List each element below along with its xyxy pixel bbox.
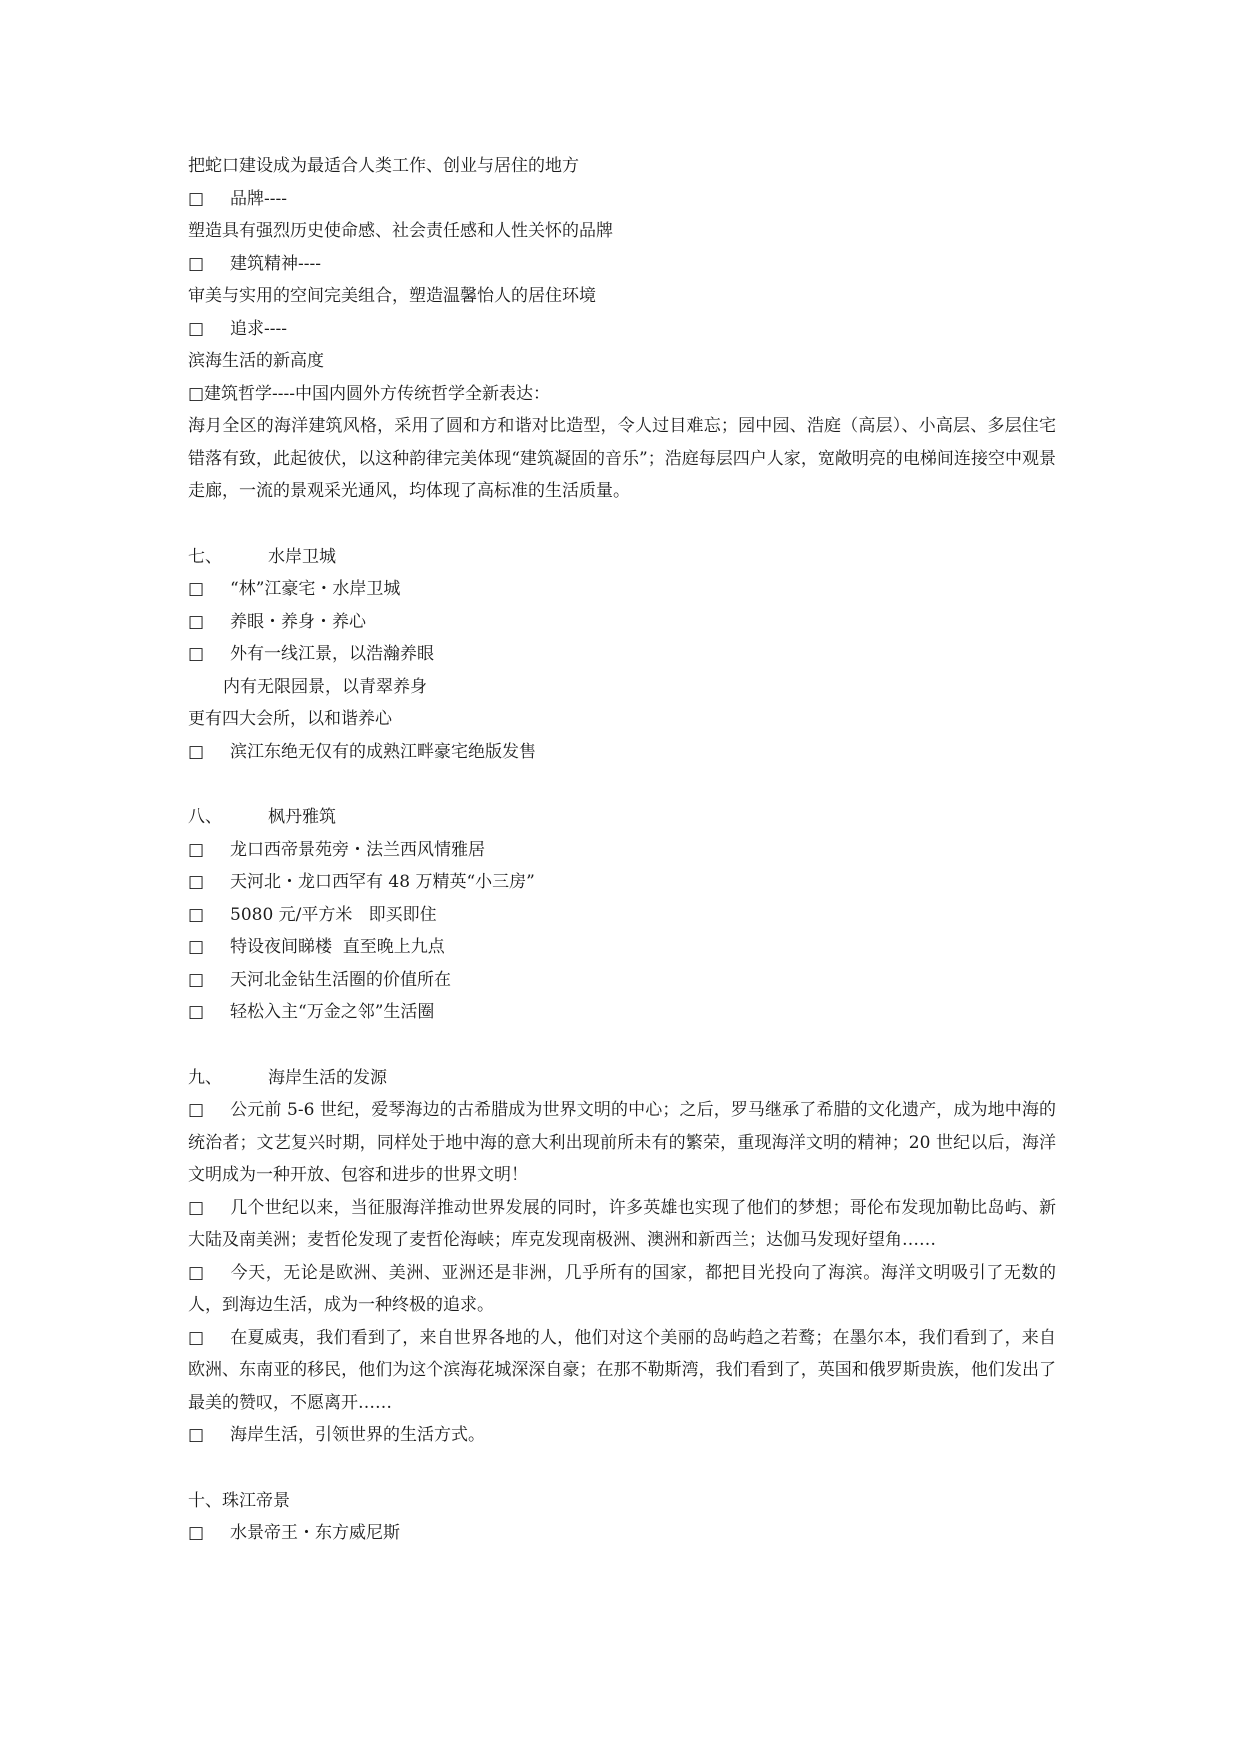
text-line: 内有无限园景，以青翠养身 — [223, 676, 427, 697]
bullet-item — [188, 573, 1056, 606]
bullet-text: 天河北・龙口西罕有 48 万精英“小三房” — [230, 872, 535, 892]
section-title: 枫丹雅筑 — [268, 807, 336, 827]
bullet-text: 海岸生活，引领世界的生活方式。 — [230, 1425, 485, 1445]
bullet-item — [188, 1517, 1056, 1550]
section-number: 八、 — [188, 807, 222, 827]
checkbox-bullet: □ — [188, 741, 205, 762]
checkbox-bullet: □ — [188, 611, 205, 632]
bullet-text: 天河北金钻生活圈的价值所在 — [230, 969, 451, 990]
bullet-paragraph — [188, 1192, 1056, 1257]
bullet-item — [188, 183, 1056, 216]
bullet-item — [188, 964, 1056, 997]
checkbox-bullet: □ — [188, 1100, 205, 1120]
section-title: 海岸生活的发源 — [268, 1067, 387, 1088]
bullet-text: 滨江东绝无仅有的成熟江畔豪宅绝版发售 — [230, 741, 536, 762]
section-heading: 十、珠江帝景 — [188, 1490, 290, 1511]
checkbox-bullet: □ — [188, 1327, 205, 1348]
paragraph: 海月全区的海洋建筑风格，采用了圆和方和谐对比造型，令人过目难忘；园中园、浩庭（高层）、小高层、多层住宅错落有致，此起彼伏，以这种韵律完美体现“建筑凝固的音乐”；浩庭每层四户人家，宽敞明亮的电梯间连接空中观景走廊，一流的景观采光通风，均体现了高标准的生活质量。 — [188, 416, 1056, 501]
bullet-paragraph — [188, 1094, 1056, 1192]
section-heading — [188, 801, 1056, 834]
bullet-text: 水景帝王・东方威尼斯 — [230, 1523, 400, 1543]
section-number: 九、 — [188, 1067, 222, 1088]
paragraph-text: 今天，无论是欧洲、美洲、亚洲还是非洲，几乎所有的国家，都把目光投向了海滨。海洋文明吸引了无数的人，到海边生活，成为一种终极的追求。 — [188, 1262, 1056, 1315]
checkbox-bullet: □ — [188, 969, 205, 990]
checkbox-bullet: □ — [188, 644, 205, 664]
text-line: 塑造具有强烈历史使命感、社会责任感和人性关怀的品牌 — [188, 221, 613, 241]
bullet-paragraph — [188, 1257, 1056, 1322]
bullet-text: 轻松入主“万金之邻”生活圈 — [230, 1002, 435, 1022]
checkbox-bullet: □ — [188, 188, 205, 209]
bullet-text: 追求---- — [230, 318, 287, 339]
paragraph-text: 在夏威夷，我们看到了，来自世界各地的人，他们对这个美丽的岛屿趋之若鹜；在墨尔本，我们看到了，来自欧洲、东南亚的移民，他们为这个滨海花城深深自豪；在那不勒斯湾，我们看到了，英国和俄罗斯贵族，他们发出了最美的赞叹，不愿离开…… — [188, 1327, 1056, 1413]
bullet-item — [188, 996, 1056, 1029]
bullet-item — [188, 736, 1056, 769]
checkbox-bullet: □ — [188, 904, 205, 925]
section-heading — [188, 1062, 1056, 1095]
spacer — [188, 768, 1056, 801]
document-page — [188, 150, 1056, 1550]
bullet-item — [188, 1419, 1056, 1452]
checkbox-bullet: □ — [188, 253, 205, 274]
text-line: 更有四大会所，以和谐养心 — [188, 709, 392, 729]
text-line: 审美与实用的空间完美组合，塑造温馨怡人的居住环境 — [188, 286, 596, 306]
checkbox-bullet: □ — [188, 1197, 205, 1218]
bullet-item — [188, 606, 1056, 639]
bullet-paragraph — [188, 1322, 1056, 1420]
bullet-item — [188, 931, 1056, 964]
text-line: □建筑哲学----中国内圆外方传统哲学全新表达： — [188, 383, 551, 404]
bullet-text: “林”江豪宅・水岸卫城 — [230, 579, 401, 599]
text-line: 把蛇口建设成为最适合人类工作、创业与居住的地方 — [188, 156, 579, 176]
bullet-text: 特设夜间睇楼 直至晚上九点 — [230, 937, 445, 957]
bullet-item — [188, 313, 1056, 346]
checkbox-bullet: □ — [188, 1425, 205, 1445]
bullet-text: 建筑精神---- — [230, 253, 321, 274]
checkbox-bullet: □ — [188, 1262, 205, 1283]
paragraph-text: 几个世纪以来，当征服海洋推动世界发展的同时，许多英雄也实现了他们的梦想；哥伦布发现加勒比岛屿、新大陆及南美洲；麦哲伦发现了麦哲伦海峡；库克发现南极洲、澳洲和新西兰；达伽马发现好望角…… — [188, 1197, 1056, 1250]
checkbox-bullet: □ — [188, 1523, 205, 1543]
spacer — [188, 508, 1056, 541]
bullet-text: 龙口西帝景苑旁・法兰西风情雅居 — [230, 839, 485, 860]
checkbox-bullet: □ — [188, 1002, 205, 1022]
bullet-item — [188, 866, 1056, 899]
checkbox-bullet: □ — [188, 318, 205, 339]
bullet-item — [188, 899, 1056, 932]
text-line: 滨海生活的新高度 — [188, 351, 324, 371]
spacer — [188, 1452, 1056, 1485]
checkbox-bullet: □ — [188, 937, 205, 957]
bullet-item — [188, 638, 1056, 671]
section-number: 七、 — [188, 546, 222, 567]
bullet-item — [188, 248, 1056, 281]
checkbox-bullet: □ — [188, 872, 205, 892]
section-heading — [188, 541, 1056, 574]
checkbox-bullet: □ — [188, 839, 205, 860]
bullet-text: 外有一线江景，以浩瀚养眼 — [230, 644, 434, 664]
section-title: 水岸卫城 — [268, 546, 336, 567]
paragraph-text: 公元前 5-6 世纪，爱琴海边的古希腊成为世界文明的中心；之后，罗马继承了希腊的文化遗产，成为地中海的统治者；文艺复兴时期，同样处于地中海的意大利出现前所未有的繁荣，重现海洋文明的精神；20 世纪以后，海洋文明成为一种开放、包容和进步的世界文明！ — [188, 1100, 1056, 1185]
bullet-item — [188, 834, 1056, 867]
bullet-text: 品牌---- — [230, 188, 287, 209]
spacer — [188, 1029, 1056, 1062]
bullet-text: 养眼・养身・养心 — [230, 611, 366, 632]
bullet-text: 5080 元/平方米 即买即住 — [230, 904, 437, 925]
checkbox-bullet: □ — [188, 579, 205, 599]
